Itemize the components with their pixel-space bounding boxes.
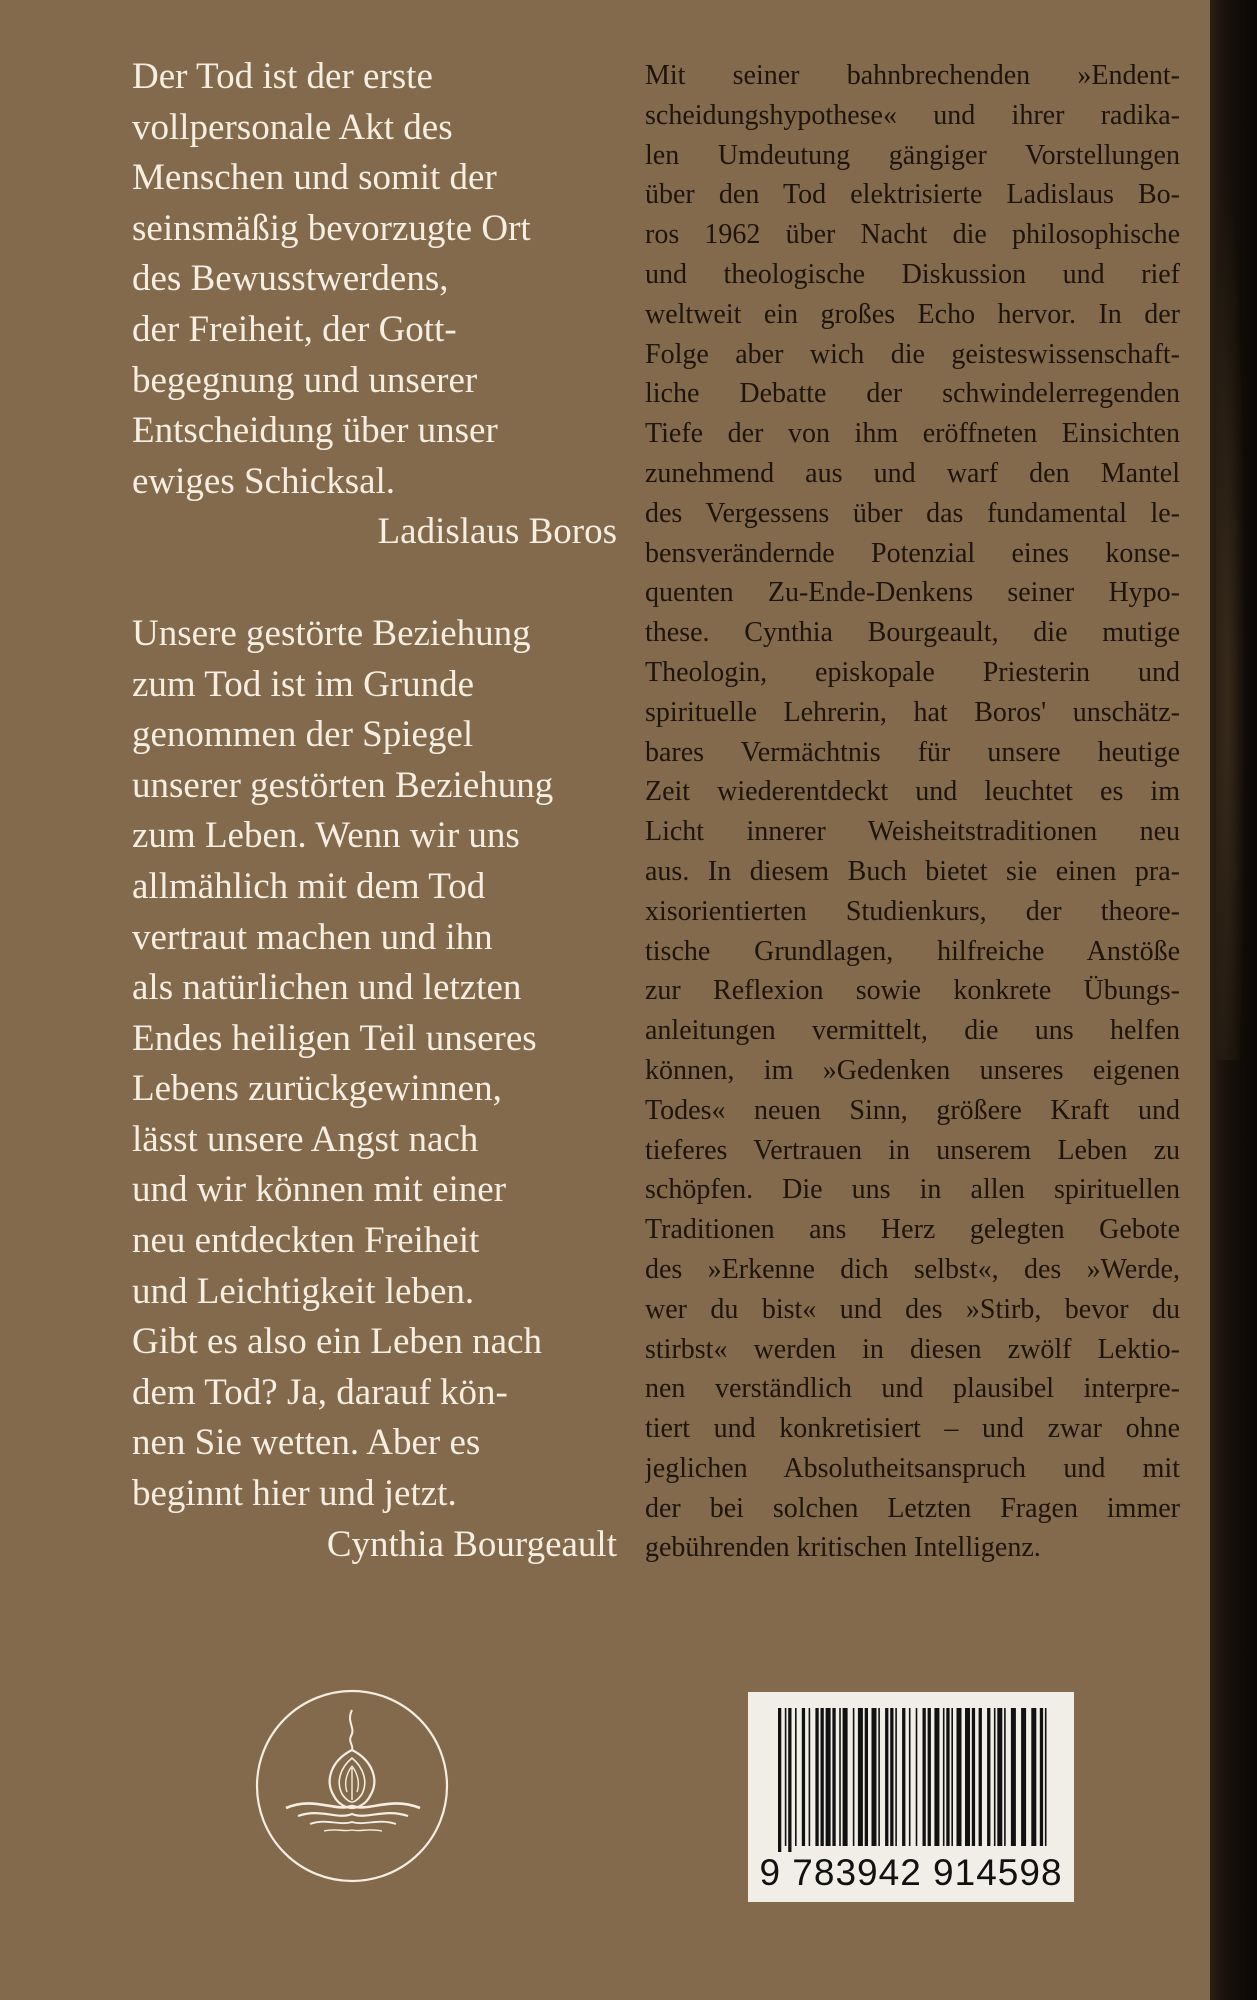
barcode-bar: [979, 1708, 982, 1846]
blurb-line: tieferes Vertrauen in unserem Leben zu: [645, 1134, 1180, 1166]
barcode-bars: [748, 1692, 1074, 1852]
blurb-line: der bei solchen Letzten Fragen immer: [645, 1492, 1180, 1524]
quote-line: dem Tod? Ja, darauf kön-: [132, 1371, 508, 1413]
quote-line: genommen der Spiegel: [132, 714, 474, 756]
quote-line: und Leichtigkeit leben.: [132, 1270, 475, 1312]
quote-line: begegnung und unserer: [132, 359, 478, 401]
barcode-bar: [795, 1708, 797, 1846]
blurb-line: wer du bist« und des »Stirb, bevor du: [645, 1293, 1180, 1325]
blurb-line: ros 1962 über Nacht die philosophische: [645, 219, 1180, 251]
quote-line: ewiges Schicksal.: [132, 460, 396, 502]
quote-line: der Freiheit, der Gott-: [132, 308, 457, 350]
quote-line: und wir können mit einer: [132, 1169, 507, 1211]
cover-edge-photo: [1210, 0, 1257, 2000]
blurb-line: stirbst« werden in diesen zwölf Lektio-: [645, 1333, 1180, 1365]
blurb-line: können, im »Gedenken unseres eigenen: [645, 1054, 1180, 1086]
blurb-line: zunehmend aus und warf den Mantel: [645, 457, 1180, 489]
isbn-number: 9 783942 914598: [759, 1852, 1063, 1893]
barcode-bar: [997, 1708, 1002, 1846]
barcode-bar: [832, 1708, 835, 1846]
barcode-bar: [843, 1708, 848, 1846]
blurb-line: jeglichen Absolutheitsanspruch und mit: [645, 1452, 1180, 1484]
barcode-bar: [853, 1708, 855, 1846]
quote-line: Endes heiligen Teil unseres: [132, 1017, 537, 1059]
blurb-line: tische Grundlagen, hilfreiche Anstöße: [645, 935, 1180, 967]
blurb-line: weltweit ein großes Echo hervor. In der: [645, 298, 1180, 330]
blurb-line: Theologin, episkopale Priesterin und: [645, 656, 1180, 688]
quote-line: seinsmäßig bevorzugte Ort: [132, 207, 531, 249]
publisher-logo: [254, 1688, 450, 1884]
blurb-line: Zeit wiederentdeckt und leuchtet es im: [645, 776, 1180, 808]
blurb-line: nen verständlich und plausibel interpre-: [645, 1373, 1180, 1405]
blurb-text: [645, 56, 1180, 1568]
blurb-line: des Vergessens über das fundamental le-: [645, 497, 1180, 529]
barcode-bar: [902, 1708, 905, 1846]
blurb-line: bensverändernde Potenzial eines konse-: [645, 537, 1180, 569]
flame-on-water-icon: [254, 1688, 450, 1884]
barcode-bar: [821, 1708, 824, 1846]
blurb-line: spirituelle Lehrerin, hat Boros' unschätz-: [645, 696, 1180, 728]
quote-bourgeault: [132, 609, 617, 1570]
barcode-bar: [909, 1708, 911, 1846]
quote-line: zum Tod ist im Grunde: [132, 663, 475, 705]
barcode-bar: [809, 1708, 811, 1846]
quote-line: vertraut machen und ihn: [132, 916, 493, 958]
blurb-line: gebührenden kritischen Intelligenz.: [645, 1532, 1041, 1564]
barcode-bar: [778, 1708, 781, 1852]
blurb-line: zur Reflexion sowie konkrete Übungs-: [645, 975, 1180, 1007]
barcode-bar: [858, 1708, 863, 1846]
blurb-line: tiert und konkretisiert – und zwar ohne: [645, 1413, 1180, 1445]
blurb-line: Folge aber wich die geisteswissenschaft-: [645, 338, 1180, 370]
barcode-bar: [885, 1708, 888, 1846]
quote-line: Lebens zurückgewinnen,: [132, 1068, 502, 1110]
blurb-line: über den Tod elektrisierte Ladislaus Bo-: [645, 179, 1180, 211]
quote-line: Entscheidung über unser: [132, 410, 498, 452]
quote-boros-text: [132, 52, 617, 507]
blurb-line: anleitungen vermittelt, die uns helfen: [645, 1015, 1180, 1047]
quotes-column: [132, 52, 617, 1570]
barcode-bar: [815, 1708, 818, 1846]
quote-line: vollpersonale Akt des: [132, 106, 453, 148]
barcode-bar: [1004, 1708, 1006, 1846]
blurb-line: aus. In diesem Buch bietet sie einen pra-: [645, 855, 1180, 887]
barcode-bar: [951, 1708, 953, 1846]
blurb-line: und theologische Diskussion und rief: [645, 258, 1180, 290]
barcode-bar: [928, 1708, 931, 1846]
blurb-line: des »Erkenne dich selbst«, des »Werde,: [645, 1253, 1180, 1285]
barcode-bar: [785, 1708, 787, 1846]
quote-line: unserer gestörten Beziehung: [132, 764, 554, 806]
barcode-bar: [1031, 1708, 1036, 1846]
barcode-bar: [994, 1708, 996, 1846]
isbn-barcode: [748, 1692, 1074, 1902]
quote-bourgeault-text: [132, 609, 617, 1520]
blurb-line: Traditionen ans Herz gelegten Gebote: [645, 1214, 1180, 1246]
quote-line: lässt unsere Angst nach: [132, 1118, 479, 1160]
quote-bourgeault-author: Cynthia Bourgeault: [326, 1523, 617, 1565]
barcode-bar: [802, 1708, 805, 1846]
blurb-line: scheidungshypothese« und ihrer radika-: [645, 99, 1180, 131]
barcode-bar: [923, 1708, 926, 1846]
barcode-bar: [1045, 1708, 1047, 1846]
barcode-bar: [895, 1708, 897, 1846]
blurb-line: Todes« neuen Sinn, größere Kraft und: [645, 1094, 1180, 1126]
quote-line: Unsere gestörte Beziehung: [132, 612, 531, 654]
barcode-bar: [965, 1708, 970, 1846]
quote-line: Gibt es also ein Leben nach: [132, 1321, 542, 1363]
blurb-line: Licht innerer Weisheitstraditionen neu: [645, 816, 1180, 848]
blurb-line: Tiefe der von ihm eröffneten Einsichten: [645, 418, 1180, 450]
quote-line: Der Tod ist der erste: [132, 56, 433, 97]
barcode-bar: [972, 1708, 975, 1846]
blurb-line: schöpfen. Die uns in allen spirituellen: [645, 1174, 1180, 1206]
barcode-bar: [1011, 1708, 1016, 1846]
barcode-bar: [788, 1708, 791, 1852]
barcode-bar: [957, 1708, 962, 1846]
quote-line: zum Leben. Wenn wir uns: [132, 815, 520, 857]
barcode-bar: [826, 1708, 831, 1846]
barcode-bar: [865, 1708, 868, 1846]
barcode-bar: [1021, 1708, 1026, 1846]
barcode-bar: [934, 1708, 939, 1846]
barcode-bar: [878, 1708, 880, 1846]
barcode-bar: [839, 1708, 841, 1846]
blurb-line: these. Cynthia Bourgeault, die mutige: [645, 617, 1180, 649]
blurb-line: Mit seiner bahnbrechenden »Endent-: [645, 60, 1180, 91]
barcode-bar: [916, 1708, 918, 1846]
barcode-bar: [890, 1708, 893, 1846]
quote-line: beginnt hier und jetzt.: [132, 1473, 457, 1515]
blurb-line: len Umdeutung gängiger Vorstellungen: [645, 139, 1180, 171]
barcode-bar: [943, 1708, 945, 1846]
barcode-bar: [1040, 1708, 1043, 1846]
quote-line: neu entdeckten Freiheit: [132, 1220, 480, 1262]
barcode-bar: [946, 1708, 949, 1846]
blurb-line: xisorientierten Studienkurs, der theore-: [645, 895, 1180, 927]
quote-line: Menschen und somit der: [132, 157, 497, 199]
barcode-bar: [987, 1708, 990, 1846]
quote-line: allmählich mit dem Tod: [132, 865, 486, 907]
barcode-bar: [872, 1708, 877, 1846]
blurb-line: liche Debatte der schwindelerregenden: [645, 378, 1180, 410]
quote-line: als natürlichen und letzten: [132, 967, 522, 1009]
quote-line: des Bewusstwerdens,: [132, 258, 449, 300]
blurb-line: quenten Zu-Ende-Denkens seiner Hypo-: [645, 577, 1180, 609]
blurb-line: bares Vermächtnis für unsere heutige: [645, 736, 1180, 768]
quote-boros-author: Ladislaus Boros: [377, 511, 617, 553]
quote-boros: [132, 52, 617, 558]
quote-line: nen Sie wetten. Aber es: [132, 1422, 481, 1464]
